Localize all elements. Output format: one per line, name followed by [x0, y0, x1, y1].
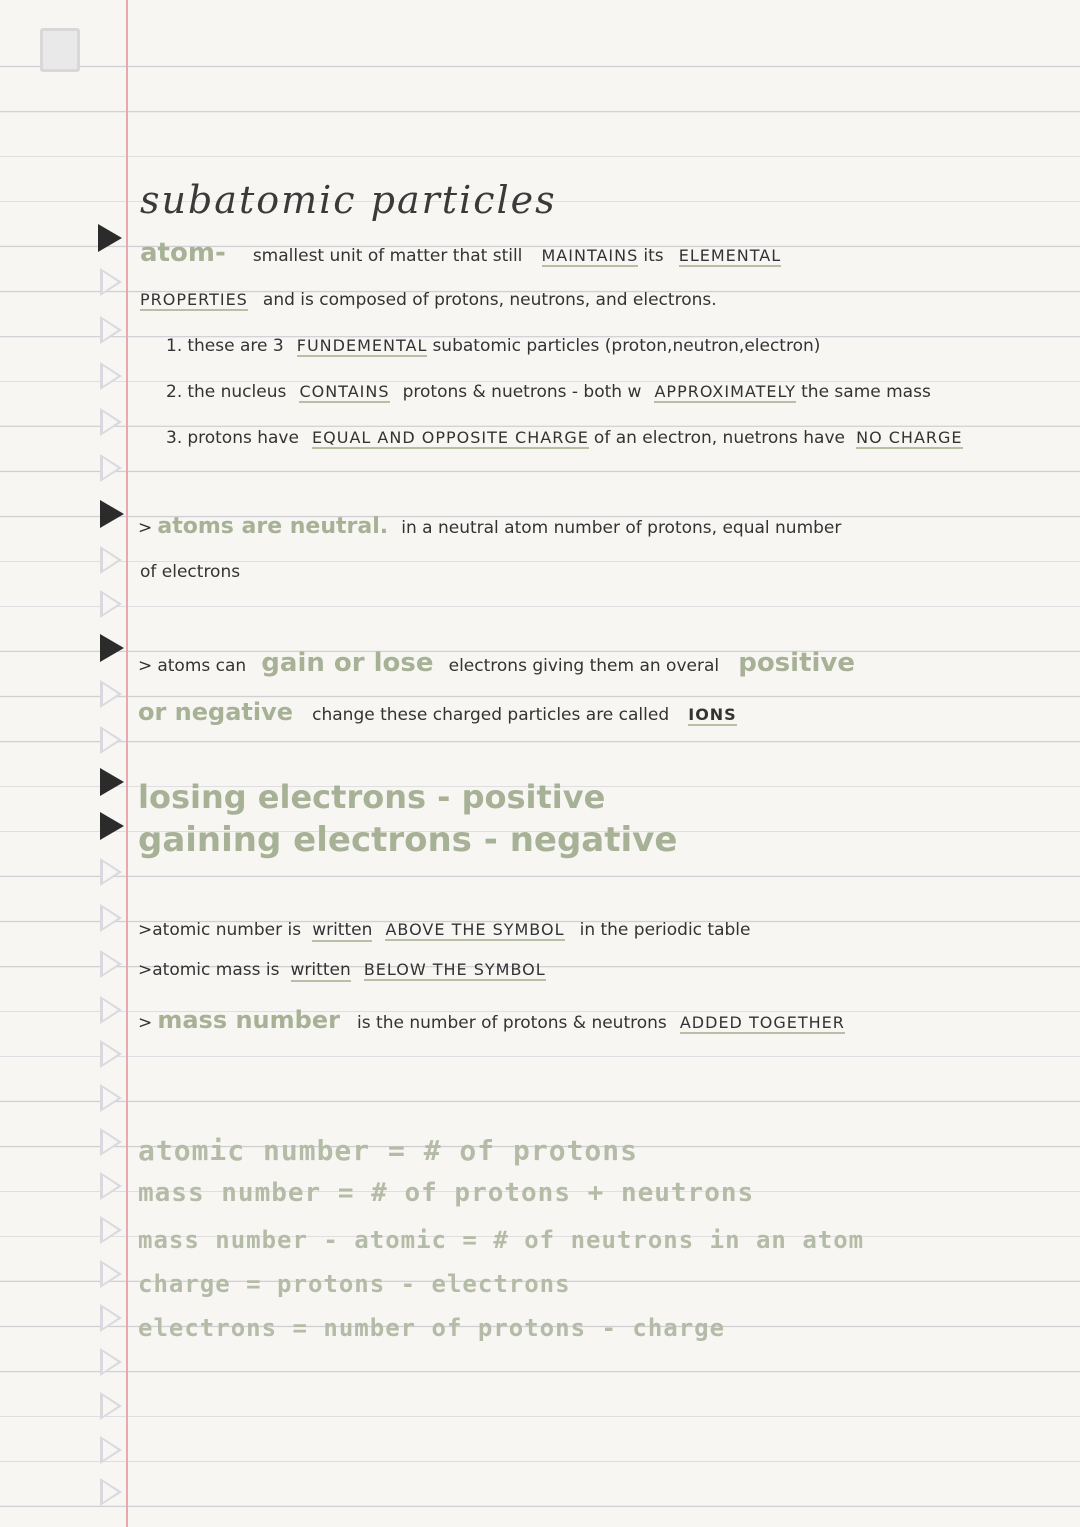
outline-arrow-icon — [100, 1172, 122, 1200]
ions-text: electrons giving them an overal — [448, 656, 720, 676]
ions-label: IONS — [688, 705, 737, 724]
above-symbol-text: ABOVE THE SYMBOL — [385, 920, 565, 939]
outline-arrow-icon — [100, 1128, 122, 1156]
atom-definition-text-2: and is composed of protons, neutrons, and electrons. — [262, 290, 717, 310]
bullet-mark: > — [138, 1013, 153, 1033]
outline-arrow-icon — [100, 1216, 122, 1244]
positive-highlight: positive — [738, 648, 855, 678]
outline-arrow-icon — [100, 590, 122, 618]
page-title: subatomic particles — [140, 178, 557, 222]
point-text: the nucleus — [187, 382, 287, 402]
point-3 — [166, 428, 963, 448]
equation-mass-number: mass number = # of protons + neutrons — [138, 1178, 755, 1208]
outline-arrow-icon — [100, 858, 122, 886]
point-text: subatomic particles (proton,neutron,electron) — [432, 336, 821, 356]
neutral-line-1 — [138, 514, 841, 539]
outline-arrow-icon — [100, 680, 122, 708]
outline-arrow-icon — [100, 1084, 122, 1112]
filled-arrow-icon — [100, 500, 124, 528]
equation-electrons: electrons = number of protons - charge — [138, 1314, 726, 1342]
ions-line-1 — [138, 648, 855, 678]
neutral-text: in a neutral atom number of protons, equal number — [401, 518, 842, 538]
bullet-mark: > — [138, 518, 153, 538]
ions-text: change these charged particles are called — [312, 705, 670, 725]
filled-arrow-icon — [100, 768, 124, 796]
point-text: of an electron, nuetrons have — [593, 428, 845, 448]
equal-opposite-text: EQUAL AND OPPOSITE CHARGE — [312, 428, 589, 447]
point-1 — [166, 336, 820, 356]
fundemental-text: FUNDEMENTAL — [296, 336, 428, 355]
its-text: its — [643, 246, 664, 266]
outline-arrow-icon — [100, 726, 122, 754]
no-charge-text: NO CHARGE — [856, 428, 963, 447]
outline-arrow-icon — [100, 1392, 122, 1420]
outline-arrow-icon — [100, 1478, 122, 1506]
atom-definition-line-2 — [140, 290, 717, 310]
written-text: written — [312, 920, 373, 940]
point-2 — [166, 382, 931, 402]
below-symbol-text: BELOW THE SYMBOL — [363, 960, 546, 979]
neutral-line-2 — [140, 562, 240, 582]
negative-highlight: or negative — [138, 698, 294, 726]
page-corner-icon — [40, 28, 80, 72]
bullet-mark: > — [138, 656, 153, 676]
point-number: 3. — [166, 428, 183, 448]
atom-term: atom — [140, 238, 215, 268]
properties-text: PROPERTIES — [140, 290, 248, 309]
neutral-text-2: of electrons — [140, 562, 241, 582]
gaining-electrons: gaining electrons - negative — [138, 820, 678, 860]
margin-line — [126, 0, 128, 1527]
outline-arrow-icon — [100, 1304, 122, 1332]
point-text: protons & nuetrons - both w — [402, 382, 642, 402]
elemental-text: ELEMENTAL — [678, 246, 782, 265]
filled-arrow-icon — [100, 812, 124, 840]
outline-arrow-icon — [100, 950, 122, 978]
maintains-text: MAINTAINS — [541, 246, 639, 265]
outline-arrow-icon — [100, 996, 122, 1024]
mass-number-line — [138, 1006, 845, 1034]
point-text: the same mass — [801, 382, 931, 402]
outline-arrow-icon — [100, 408, 122, 436]
outline-arrow-icon — [100, 268, 122, 296]
approximately-text: APPROXIMATELY — [654, 382, 797, 401]
atomic-number-line — [138, 920, 750, 940]
atom-dash: - — [214, 238, 226, 268]
equation-charge: charge = protons - electrons — [138, 1270, 571, 1298]
ions-text: atoms can — [157, 656, 247, 676]
outline-arrow-icon — [100, 1348, 122, 1376]
filled-arrow-icon — [100, 634, 124, 662]
outline-arrow-icon — [100, 546, 122, 574]
losing-electrons: losing electrons - positive — [138, 778, 606, 816]
outline-arrow-icon — [100, 316, 122, 344]
gain-lose-highlight: gain or lose — [261, 648, 434, 678]
ions-line-2 — [138, 698, 737, 726]
outline-arrow-icon — [100, 454, 122, 482]
outline-arrow-icon — [100, 1260, 122, 1288]
outline-arrow-icon — [100, 904, 122, 932]
point-number: 1. — [166, 336, 183, 356]
written-text: written — [290, 960, 351, 980]
note-text: is the number of protons & neutrons — [357, 1013, 667, 1033]
atomic-mass-line — [138, 960, 546, 980]
atoms-neutral-highlight: atoms are neutral. — [157, 514, 389, 539]
note-text: >atomic number is — [138, 920, 302, 940]
atom-definition-text: smallest unit of matter that still — [252, 246, 523, 266]
point-text: these are 3 — [187, 336, 284, 356]
note-text: in the periodic table — [579, 920, 751, 940]
mass-number-highlight: mass number — [157, 1006, 340, 1034]
outline-arrow-icon — [100, 1040, 122, 1068]
point-number: 2. — [166, 382, 183, 402]
contains-text: CONTAINS — [299, 382, 390, 401]
outline-arrow-icon — [100, 362, 122, 390]
equation-atomic-number: atomic number = # of protons — [138, 1134, 639, 1167]
point-text: protons have — [187, 428, 299, 448]
outline-arrow-icon — [100, 1436, 122, 1464]
added-together-text: ADDED TOGETHER — [679, 1013, 845, 1032]
filled-arrow-icon — [98, 224, 122, 252]
atom-definition-line-1 — [140, 238, 781, 268]
equation-neutrons: mass number - atomic = # of neutrons in an atom — [138, 1226, 865, 1254]
note-text: >atomic mass is — [138, 960, 280, 980]
